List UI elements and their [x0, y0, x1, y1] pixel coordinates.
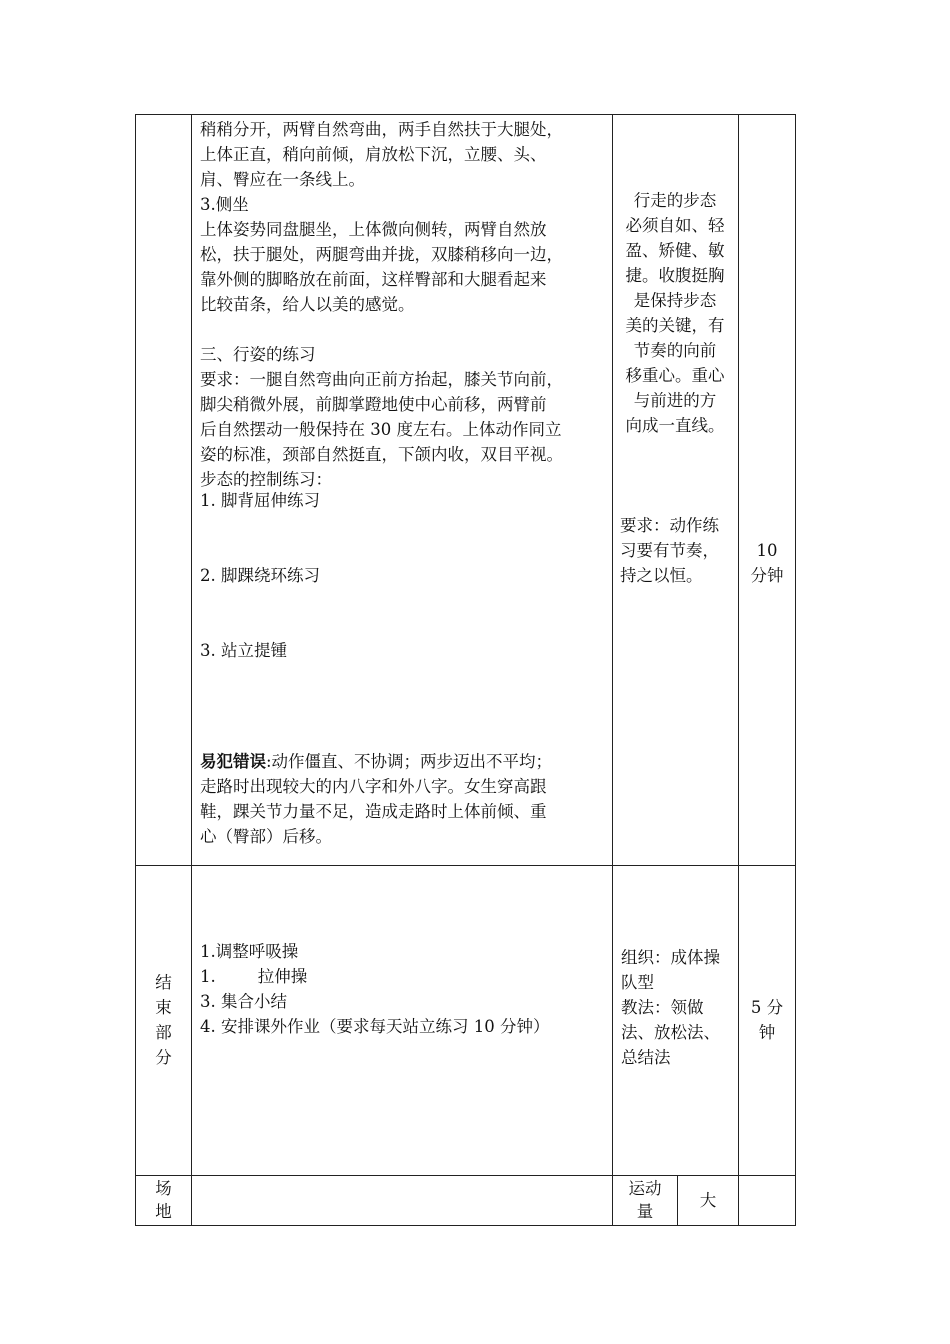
- common-errors-first-line: [200, 749, 610, 774]
- text-line: 靠外侧的脚略放在前面，这样臀部和大腿看起来: [200, 270, 547, 289]
- blank-line: [200, 317, 610, 342]
- text-line: 心（臀部）后移。: [200, 827, 332, 846]
- row-divider-2: [135, 1175, 796, 1176]
- note-line: 与前进的方: [633, 391, 717, 410]
- text-line: 上体姿势同盘腿坐，上体微向侧转，两臂自然放: [200, 220, 547, 239]
- note-line: 是保持步态: [633, 291, 717, 310]
- time-value: 5 分: [750, 998, 784, 1017]
- section-heading: 三、行姿的练习: [200, 345, 316, 364]
- ending-organization-cell: [621, 945, 737, 1070]
- ending-item: 1. 拉伸操: [200, 967, 308, 986]
- text-line: 上体正直，稍向前倾，肩放松下沉，立腰、头、: [200, 145, 547, 164]
- ending-items-cell: [200, 939, 610, 1039]
- label-char: 地: [155, 1202, 172, 1221]
- drill-label: 3. 站立提锺: [200, 641, 287, 660]
- venue-label: [136, 1177, 191, 1223]
- text-line: 脚尖稍微外展，前脚掌蹬地使中心前移，两臂前: [200, 395, 547, 414]
- drill-item-1: [200, 488, 600, 513]
- note-line: 要求：动作练: [620, 516, 719, 535]
- text-line: 比较苗条，给人以美的感觉。: [200, 295, 415, 314]
- table-border-top: [135, 114, 796, 115]
- ending-section-label: [136, 970, 191, 1070]
- drill-label: 1. 脚背屈伸练习: [200, 491, 320, 510]
- note-line: 持之以恒。: [620, 566, 703, 585]
- common-errors-label: 易犯错误: [200, 752, 266, 771]
- text-line: :动作僵直、不协调；两步迈出不平均；: [266, 752, 553, 771]
- note-line: 法、放松法、: [621, 1023, 720, 1042]
- text-line: 肩、臀应在一条线上。: [200, 170, 365, 189]
- text-line: 稍稍分开，两臂自然弯曲，两手自然扶于大腿处，: [200, 120, 563, 139]
- main-content-cell: [200, 117, 610, 492]
- text-line: 要求：一腿自然弯曲向正前方抬起，膝关节向前，: [200, 370, 563, 389]
- text-line: 鞋，踝关节力量不足，造成走路时上体前倾、重: [200, 802, 547, 821]
- table-border-bottom: [135, 1225, 796, 1226]
- note-line: 节奏的向前: [633, 341, 717, 360]
- drill-item-2: [200, 563, 600, 588]
- note-line: 行走的步态: [633, 191, 717, 210]
- time-value: 10: [756, 541, 778, 560]
- requirement-notes-cell: [620, 513, 736, 588]
- note-line: 总结法: [621, 1048, 671, 1067]
- label-char: 束: [155, 998, 172, 1017]
- label-char: 分: [155, 1048, 172, 1067]
- load-value-text: 大: [699, 1191, 717, 1210]
- note-line: 向成一直线。: [625, 416, 725, 435]
- ending-item: 1.调整呼吸操: [200, 942, 299, 961]
- note-line: 队型: [621, 973, 654, 992]
- note-line: 必须自如、轻: [625, 216, 725, 235]
- text-line: 姿的标准，颈部自然挺直，下颌内收，双目平视。: [200, 445, 563, 464]
- ending-item: 4. 安排课外作业（要求每天站立练习 10 分钟）: [200, 1017, 550, 1036]
- note-line: 移重心。重心: [625, 366, 725, 385]
- text-line: 走路时出现较大的内八字和外八字。女生穿高跟: [200, 777, 547, 796]
- note-line: 教法：领做: [621, 998, 704, 1017]
- note-line: 捷。收腹挺胸: [625, 266, 725, 285]
- note-line: 习要有节奏，: [620, 541, 719, 560]
- label-text: 量: [636, 1202, 654, 1221]
- common-errors-block: [200, 749, 610, 849]
- drill-item-3: [200, 638, 600, 663]
- label-char: 部: [155, 1023, 172, 1042]
- time-unit: 分钟: [750, 566, 784, 585]
- time-main-cell: [739, 538, 795, 588]
- time-unit: 钟: [758, 1023, 776, 1042]
- column-divider-3: [738, 114, 739, 1226]
- label-char: 结: [155, 973, 172, 992]
- label-text: 运动: [628, 1179, 662, 1198]
- time-ending-cell: [739, 995, 795, 1045]
- drill-label: 2. 脚踝绕环练习: [200, 566, 320, 585]
- gait-notes-cell: [614, 188, 736, 438]
- text-line: 步态的控制练习：: [200, 470, 332, 489]
- column-divider-2: [612, 114, 613, 1226]
- note-line: 盈、矫健、敏: [625, 241, 725, 260]
- column-divider-1: [191, 114, 192, 1226]
- load-value: [678, 1188, 738, 1213]
- load-label: [613, 1177, 677, 1223]
- row-divider-1: [135, 865, 796, 866]
- text-line: 后自然摆动一般保持在 30 度左右。上体动作同立: [200, 420, 562, 439]
- text-line: 3.侧坐: [200, 195, 249, 214]
- label-char: 场: [155, 1179, 172, 1198]
- note-line: 美的关键，有: [625, 316, 725, 335]
- text-line: 松，扶于腿处，两腿弯曲并拢，双膝稍移向一边，: [200, 245, 563, 264]
- table-border-right: [795, 114, 796, 1226]
- ending-item: 3. 集合小结: [200, 992, 287, 1011]
- note-line: 组织：成体操: [621, 948, 720, 967]
